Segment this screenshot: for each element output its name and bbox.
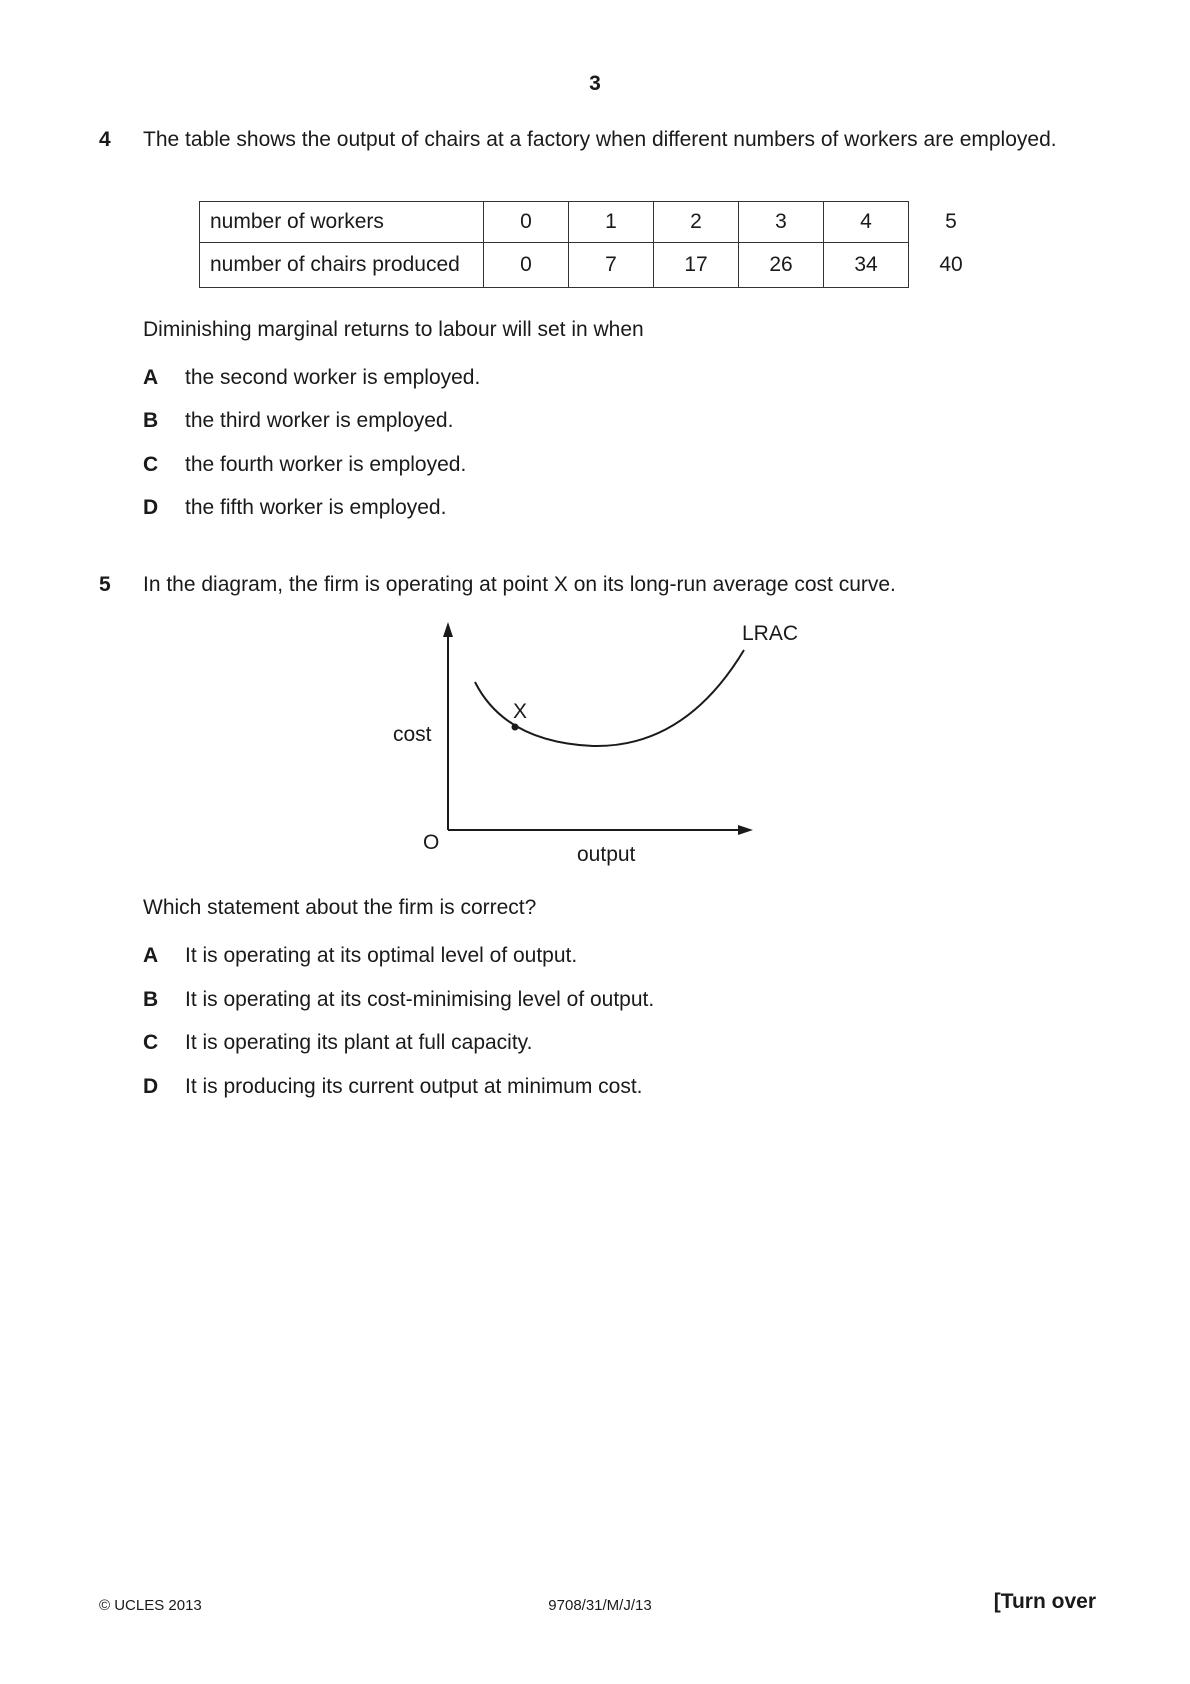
option-text: It is operating at its optimal level of output. xyxy=(185,944,578,967)
x-axis-arrow-icon xyxy=(738,825,753,835)
table-cell: 0 xyxy=(484,243,569,288)
question-4-number: 4 xyxy=(99,128,111,151)
table-cell: 3 xyxy=(739,202,824,243)
table-cell: 0 xyxy=(484,202,569,243)
option-text: the second worker is employed. xyxy=(185,366,481,389)
table-row xyxy=(200,202,994,243)
question-4-prompt: Diminishing marginal returns to labour will set in when xyxy=(143,318,644,341)
footer-copyright: © UCLES 2013 xyxy=(99,1597,202,1614)
page-number: 3 xyxy=(589,72,601,95)
option-letter: A xyxy=(143,366,159,389)
option-text: It is operating its plant at full capacity. xyxy=(185,1031,533,1054)
option-text: the fourth worker is employed. xyxy=(185,453,467,476)
question-5-prompt: Which statement about the firm is correct? xyxy=(143,896,537,919)
table-cell: 5 xyxy=(909,202,994,243)
workers-chairs-table xyxy=(199,201,993,288)
point-x-marker xyxy=(512,724,519,731)
table-cell: 40 xyxy=(909,243,994,288)
question-4-stem: The table shows the output of chairs at a factory when different numbers of workers are employed. xyxy=(143,128,1057,151)
table-cell: 1 xyxy=(569,202,654,243)
option-letter: B xyxy=(143,409,159,432)
footer-code: 9708/31/M/J/13 xyxy=(548,1597,652,1614)
option-text: It is operating at its cost-minimising level of output. xyxy=(185,988,655,1011)
table-cell: 7 xyxy=(569,243,654,288)
lrac-curve xyxy=(475,650,744,746)
table-cell: 17 xyxy=(654,243,739,288)
question-5-stem: In the diagram, the firm is operating at point X on its long-run average cost curve. xyxy=(143,573,896,596)
curve-label: LRAC xyxy=(742,622,799,645)
option-letter: D xyxy=(143,1075,159,1098)
row-label-chairs: number of chairs produced xyxy=(200,243,484,288)
option-letter: B xyxy=(143,988,159,1011)
option-text: the fifth worker is employed. xyxy=(185,496,447,519)
point-x-label: X xyxy=(513,700,528,723)
table-cell: 26 xyxy=(739,243,824,288)
option-letter: C xyxy=(143,453,159,476)
x-axis-label: output xyxy=(577,843,636,866)
table-cell: 34 xyxy=(824,243,909,288)
table-cell: 2 xyxy=(654,202,739,243)
lrac-diagram xyxy=(380,610,800,870)
turn-over-label: [Turn over xyxy=(993,1590,1096,1613)
option-letter: D xyxy=(143,496,159,519)
option-text: It is producing its current output at minimum cost. xyxy=(185,1075,643,1098)
option-text: the third worker is employed. xyxy=(185,409,454,432)
option-letter: A xyxy=(143,944,159,967)
table-row xyxy=(200,243,994,288)
table-cell: 4 xyxy=(824,202,909,243)
y-axis-label: cost xyxy=(393,723,432,746)
y-axis-arrow-icon xyxy=(443,622,453,637)
question-5-number: 5 xyxy=(99,573,111,596)
origin-label: O xyxy=(423,831,440,854)
row-label-workers: number of workers xyxy=(200,202,484,243)
option-letter: C xyxy=(143,1031,159,1054)
